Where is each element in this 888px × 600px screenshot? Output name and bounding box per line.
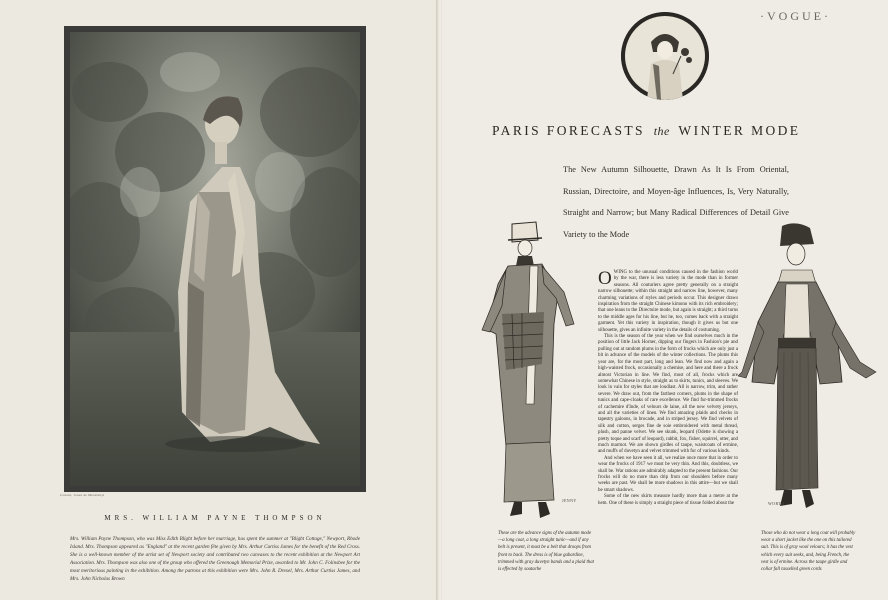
figure-label-jenny: JENNY <box>562 498 577 503</box>
photo-credit: Conant, Jones de Meszlenyi <box>60 493 105 497</box>
heading-mid: the <box>653 124 670 138</box>
heading-left: PARIS FORECASTS <box>492 123 645 138</box>
portrait-photo-frame <box>64 26 366 492</box>
caption-jenny: These are the advance signs of the autumn mode—a long coat, a long straight tunic—and if any belt is present, it must be a belt that droops from front to back. The dress is of blue gabardine, trimmed with gray duvetyn bands and a plaid that is effected by soutache <box>498 531 594 573</box>
caption-worth: Those who do not wear a long coat will probably wear a short jacket like the one on this tailored suit. This is of gray wool velours; it has the vest which every suit seeks, and, being French, the vest is of ermine. Across the taupe girdle and collar fall tasselled green cords <box>761 531 856 573</box>
jenny-figure-drawing <box>478 214 600 526</box>
medallion-illustration <box>621 12 709 100</box>
masthead: ·VOGUE· <box>760 9 831 23</box>
illustration-medallion <box>621 12 709 100</box>
figure-label-worth: WORTH <box>768 501 785 506</box>
article-paragraph: This is the season of the year when we find ourselves much in the position of little Jack Horner, dipping our fingers in Fashion's pie and pulling out at random plums in the form of frocks which are only just a bit in advance of the models of the winter collections. The plums this year are, for the most part, long and lean. We find now and again a high-waisted frock, occasionally a chemise, and here and there a frock almost Victorian in line. We find, most of all, frocks which are somewhat Chinese in style, straight as to skirts, tunics, and sleeves. We look in vain for styles that are loudlast. All is narrow, trim, and rather severe. We draw out, from the farthest corners, plums in the shape of tunics and cape-cloaks of rare excellence. We find fur-trimmed frocks of cachemire d'Inde, of velours de laine, all the new velvety jerseys, and all the varieties of linen. We find amazing plaids and checks in tapestry galoons, in brocade, and in striped jersey. We find velvets of silk and cotton, serges fine de soie embroidered with metal thread, plush, and panne velvet. We see skunk, leopard (Odette is showing a pretty toque and scarf of leopard), rabbit, fox, fisher, squirrel, otter, and much marmot. We are shown girdles of taupe, waistcoats of ermine, and muffs of duvetyn and velvet trimmed with fur of various kinds. <box>598 334 738 455</box>
worth-figure-drawing <box>738 222 882 532</box>
paragraph-text: WING to the unusual conditions caused in the fashion world by the war, there is less variety in the mode than in former seasons. All couturiers agree pretty generally on a straight narrow silhouette; within this straight and narrow line, however, many charming variations of styles and periods occur. This designer draws inspiration from the straight Chinese kimono with its rich embroidery; that one leans to the Directoire mode, but again is straight; a third turns to the middle ages for his line, but he, too, comes back with a straight garment. Yet this variety in inspiration, though it gives us but one silhouette, gives an infinite variety in the details of costuming. <box>598 270 738 333</box>
portrait-title: MRS. WILLIAM PAYNE THOMPSON <box>104 514 326 522</box>
left-page <box>0 0 436 600</box>
article-paragraph <box>598 270 738 334</box>
article-body <box>598 270 738 507</box>
article-subhead: The New Autumn Silhouette, Drawn As It Is From Oriental, Russian, Directoire, and Moyen-âge Influences, Is, Very Naturally, Straight and Narrow; but Many Radical Differences of Detail Give Variety to the Mode <box>563 165 789 239</box>
article-paragraph: Some of the new skirts measure hardly more than a metre at the hem. One of these is simply a straight piece of tissue folded about the <box>598 494 738 506</box>
heading-right: WINTER MODE <box>678 123 801 138</box>
fashion-illustration-jenny <box>478 214 600 526</box>
article-heading <box>492 123 862 139</box>
portrait-caption: Mrs. William Payne Thompson, who was Miss Edith Blight before her marriage, has spent the summer at "Blight Cottage," Newport, Rhode Island. Mrs. Thompson appeared as "England" at the recent garden fête given by Mrs. Arthur Curtiss James for the benefit of the Red Cross. She is a well-known member of the artist set of Newport society and contributed two canvases to the recent exhibition at the Newport Art Association. Mrs. Thompson was also one of the group who offered the Greenough Memorial Prize, awarded to Mr. John C. Folinsbee for the most meritorious painting in the exhibition. Among the patrons at this exhibition were Mrs. John R. Drexel, Mrs. Arthur Curtiss James, and Mrs. John Nicholas Brown <box>70 536 360 582</box>
drop-cap: O <box>598 268 612 289</box>
article-paragraph: And when we have seen it all, we realize once more that in order to wear the frocks of 1917 we must be very thin. And this, doubtless, we shall be. War rations are admirably adapted to the present fashions. Our frocks will do no more than drip from our shoulders before many weeks are past. We shall be more shadows in this attire—but we shall be smart shadows. <box>598 455 738 493</box>
fashion-illustration-worth <box>738 222 882 532</box>
portrait-photo-image <box>70 32 360 486</box>
portrait-photo <box>70 32 360 486</box>
masthead-text: VOGUE <box>767 9 824 23</box>
